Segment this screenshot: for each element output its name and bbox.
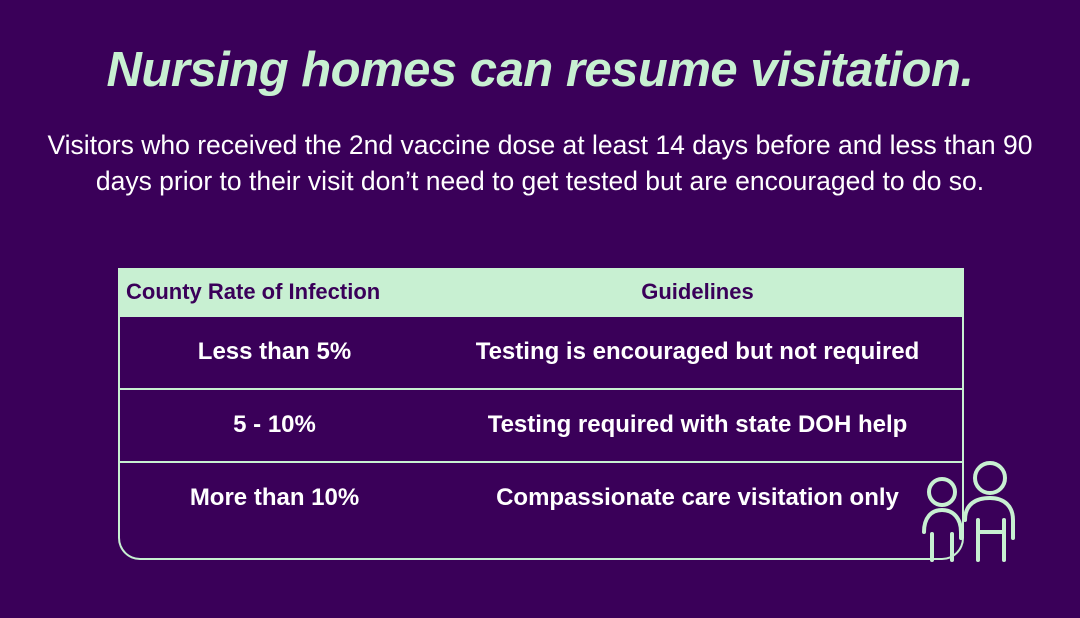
subtitle-text: Visitors who received the 2nd vaccine dose at least 14 days before and less than 90 days prior to their visit don’t need to get tested but are encouraged to do so. bbox=[47, 130, 1033, 196]
cell-guideline-1: Testing is encouraged but not required bbox=[431, 317, 964, 389]
cell-rate-2: 5 - 10% bbox=[118, 389, 431, 462]
cell-guideline-2: Testing required with state DOH help bbox=[431, 389, 964, 462]
guidelines-table-wrapper bbox=[118, 268, 964, 534]
table-row bbox=[118, 317, 964, 389]
cell-rate-1: Less than 5% bbox=[118, 317, 431, 389]
page-title: Nursing homes can resume visitation. bbox=[106, 43, 974, 97]
cell-guideline-3: Compassionate care visitation only bbox=[496, 484, 899, 511]
cell-rate-3: More than 10% bbox=[189, 484, 360, 511]
table-header-row bbox=[118, 268, 964, 317]
table-header-county-rate: County Rate of Infection bbox=[118, 268, 431, 317]
guidelines-table bbox=[118, 268, 964, 534]
table-header bbox=[118, 268, 964, 317]
table-row bbox=[118, 462, 964, 534]
table-header-guidelines: Guidelines bbox=[431, 268, 964, 317]
table-body bbox=[118, 317, 964, 534]
two-people-icon bbox=[918, 460, 1028, 570]
table-row bbox=[118, 389, 964, 462]
